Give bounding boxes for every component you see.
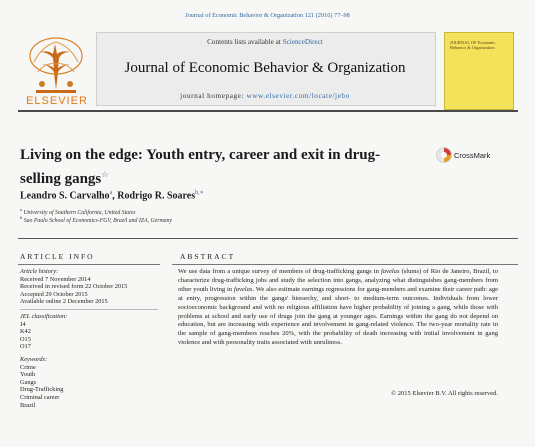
keyword: Gangs [20, 378, 37, 386]
jel-code: O15 [20, 335, 31, 343]
history-item: Received in revised form 22 October 2015 [20, 283, 128, 291]
sciencedirect-link[interactable]: ScienceDirect [282, 38, 323, 46]
jel-label: JEL classification: [20, 312, 68, 320]
section-rule [18, 238, 518, 239]
affiliation-line [20, 215, 172, 224]
affiliation-text: University of Southern California, United States [23, 209, 136, 216]
history-item: Available online 2 December 2015 [20, 298, 108, 306]
keyword: Criminal career [20, 393, 60, 401]
author-affiliation-mark[interactable]: a [109, 190, 113, 196]
affiliation-mark: b [20, 215, 23, 220]
elsevier-tree-logo-icon [20, 32, 92, 104]
article-info-heading: ARTICLE INFO [20, 252, 95, 261]
journal-title: Journal of Economic Behavior & Organization [124, 60, 406, 76]
homepage-link[interactable]: www.elsevier.com/locate/jebo [246, 92, 350, 100]
keywords-label: Keywords: [20, 355, 48, 363]
keyword: Youth [20, 371, 36, 379]
history-item: Accepted 29 October 2015 [20, 290, 88, 298]
article-info-panel [20, 268, 160, 409]
abstract-italic-term: favelas [233, 285, 253, 293]
article-info-rule [18, 264, 160, 265]
info-divider [20, 309, 158, 310]
crossmark-icon[interactable] [436, 147, 452, 163]
jel-code: J4 [20, 320, 26, 328]
paper-title-text: Living on the edge: Youth entry, career and exit in drug-selling gangs [20, 147, 381, 187]
author-name: Rodrigo R. Soares [117, 190, 196, 202]
journal-homepage [96, 92, 434, 100]
journal-cover-title: JOURNAL OF Economic Behavior & Organization [450, 40, 496, 50]
abstract-part: . We also estimate earnings regressions for gang-members and examine their career path: age at entry, progression within the gangs' hierarchy, and short- to medium-term outcomes. Individuals from lower socioeconomic background and with no religious affiliation have higher probability of joining a gang, while those with problems at school and early use of drugs join the gang at younger ages. Earnings within the gang do not depend on education, but are increasing with experience and involvement in gang-related violence. The two-year mortality rate in the sample of gang-members reaches 20%, with the probability of death increasing with initial involvement in gang violence and with personality traits associated with unruliness. [178, 285, 498, 347]
title-footnote-star-icon[interactable]: ☆ [101, 170, 109, 179]
keyword: Brazil [20, 401, 36, 409]
abstract-part: (slums) of Rio de Janeiro, Brazil, to characterize drug-trafficking jobs and study the selection into gangs, analyzing what distinguishes gang-members from other youth living in [178, 268, 498, 293]
author-list [20, 189, 204, 201]
affiliation-text: Sao Paulo School of Economics-FGV, Brazil and IZA, Germany [23, 217, 173, 224]
author-name: Leandro S. Carvalho [20, 190, 110, 202]
crossmark-label[interactable]: CrossMark [454, 151, 491, 160]
author-affiliation-mark[interactable]: b,∗ [195, 190, 204, 196]
jel-code: O17 [20, 343, 31, 351]
keyword: Drug-Trafficking [20, 386, 64, 394]
contents-line [96, 38, 434, 46]
abstract-rule [172, 264, 518, 265]
journal-reference[interactable]: Journal of Economic Behavior & Organization 121 (2016) 77–98 [185, 12, 350, 19]
homepage-label: journal homepage: [180, 92, 247, 100]
abstract-italic-term: favelas [380, 268, 400, 275]
history-item: Received 7 November 2014 [20, 275, 91, 283]
abstract-heading: ABSTRACT [180, 252, 236, 261]
elsevier-wordmark: ELSEVIER [26, 95, 88, 107]
header-rule [18, 110, 518, 112]
contents-prefix: Contents lists available at [207, 38, 283, 46]
copyright-notice: © 2015 Elsevier B.V. All rights reserved. [391, 390, 498, 397]
jel-code: K42 [20, 328, 31, 336]
paper-title [20, 146, 420, 189]
abstract-text [178, 268, 498, 348]
history-label: Article history: [20, 268, 59, 275]
abstract-part: We use data from a unique survey of members of drug-trafficking gangs in [178, 268, 381, 275]
author-separator: , [112, 190, 118, 202]
keyword: Crime [20, 363, 36, 371]
affiliation-mark: a [20, 207, 22, 212]
